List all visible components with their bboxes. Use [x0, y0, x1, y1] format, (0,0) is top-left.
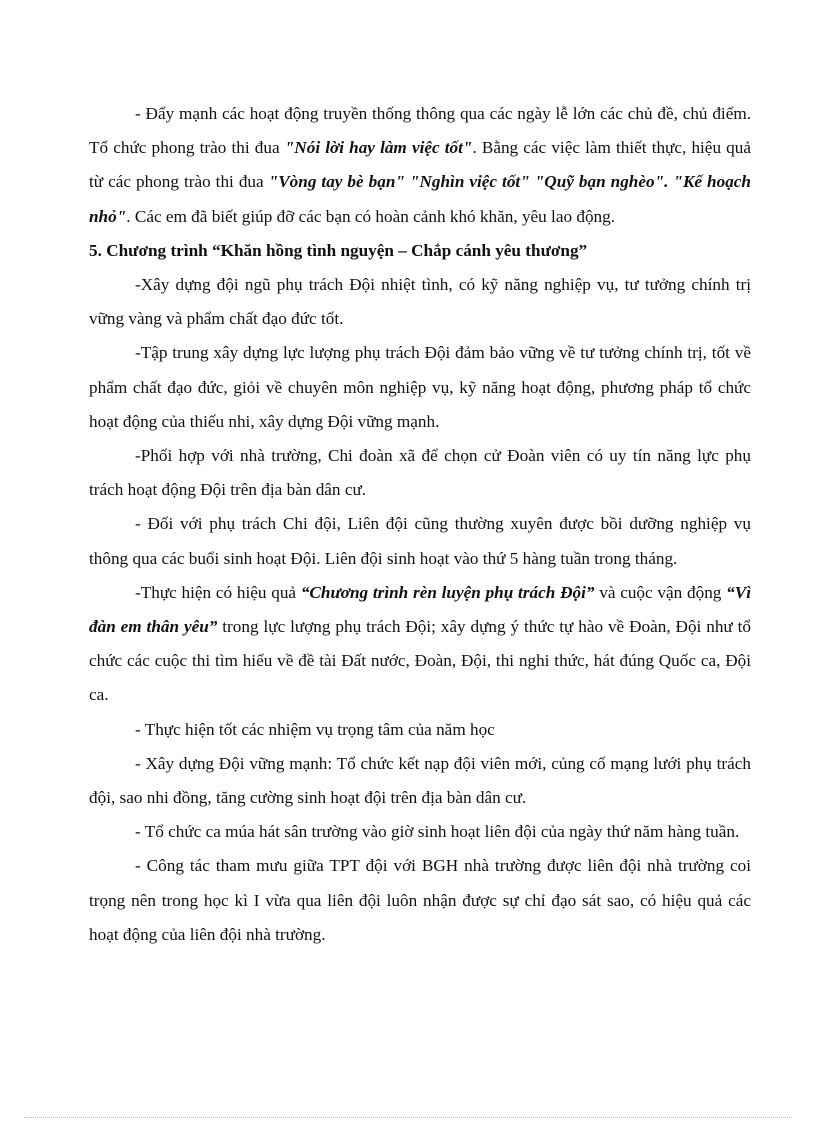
text-segment: trong lực lượng phụ trách Đội; xây dựng ý thức tự hào về Đoàn, Đội như tổ chức các cuộc thi tìm hiểu về đề tài Đất nước, Đoàn, Đội, thi nghi thức, hát đúng Quốc ca, Đội ca. — [89, 617, 752, 705]
emphasis-campaign-names: "Vòng tay bè bạn" "Nghìn việc tốt" "Quỹ bạn nghèo". "Kế hoạch nhỏ" — [89, 172, 751, 226]
paragraph-strong-union: - Xây dựng Đội vững mạnh: Tổ chức kết nạp đội viên mới, củng cố mạng lưới phụ trách đội, sao nhi đồng, tăng cường sinh hoạt đội trên địa bàn dân cư. — [89, 753, 751, 808]
document-body — [89, 97, 751, 952]
page-bottom-divider — [24, 1117, 792, 1118]
text-segment: - Đẩy mạnh các hoạt động truyền thống thông qua các ngày lễ lớn các chủ đề, chủ điểm. Tổ chức phong trào thi đua — [89, 104, 751, 158]
emphasis-program-name: “Chương trình rèn luyện phụ trách Đội” — [300, 582, 595, 602]
paragraph-singing: - Tổ chức ca múa hát sân trường vào giờ sinh hoạt liên đội của ngày thứ năm hàng tuần. — [135, 822, 740, 842]
emphasis-slogan: "Nói lời hay làm việc tốt" — [284, 138, 473, 158]
text-segment: . Bằng các việc làm thiết thực, hiệu quả từ các phong trào thi đua — [89, 138, 751, 192]
paragraph-focus: -Tập trung xây dựng lực lượng phụ trách Đội đảm bảo vững về tư tưởng chính trị, tốt về phẩm chất đạo đức, giỏi về chuyên môn nghiệp vụ, kỹ năng hoạt động, phương pháp tổ chức hoạt động của thiếu nhi, xây dựng Đội vững mạnh. — [89, 343, 751, 431]
paragraph-advisory: - Công tác tham mưu giữa TPT đội với BGH nhà trường được liên đội nhà trường coi trọng nên trong học kì I vừa qua liên đội luôn nhận được sự chỉ đạo sát sao, có hiệu quả các hoạt động của liên đội nhà trường. — [89, 856, 751, 944]
paragraph-program — [89, 576, 751, 713]
paragraph-training: - Đối với phụ trách Chi đội, Liên đội cũng thường xuyên được bồi dưỡng nghiệp vụ thông qua các buổi sinh hoạt Đội. Liên đội sinh hoạt vào thứ 5 hàng tuần trong tháng. — [89, 514, 751, 568]
paragraph-coordination: -Phối hợp với nhà trường, Chi đoàn xã để chọn cử Đoàn viên có uy tín năng lực phụ trách hoạt động Đội trên địa bàn dân cư. — [89, 446, 751, 500]
section-heading: 5. Chương trình “Khăn hồng tình nguyện – Chắp cánh yêu thương” — [89, 240, 588, 260]
paragraph-staff: -Xây dựng đội ngũ phụ trách Đội nhiệt tình, có kỹ năng nghiệp vụ, tư tưởng chính trị vững vàng và phẩm chất đạo đức tốt. — [89, 275, 751, 329]
paragraph-tasks: - Thực hiện tốt các nhiệm vụ trọng tâm của năm học — [135, 719, 495, 739]
emphasis-movement-name: “Vì đàn em thân yêu” — [89, 582, 751, 637]
text-segment: . Các em đã biết giúp đỡ các bạn có hoàn cảnh khó khăn, yêu lao động. — [126, 206, 616, 226]
text-segment: -Thực hiện có hiệu quả — [135, 582, 301, 602]
text-segment: và cuộc vận động — [594, 582, 727, 602]
paragraph-campaigns — [89, 97, 751, 234]
